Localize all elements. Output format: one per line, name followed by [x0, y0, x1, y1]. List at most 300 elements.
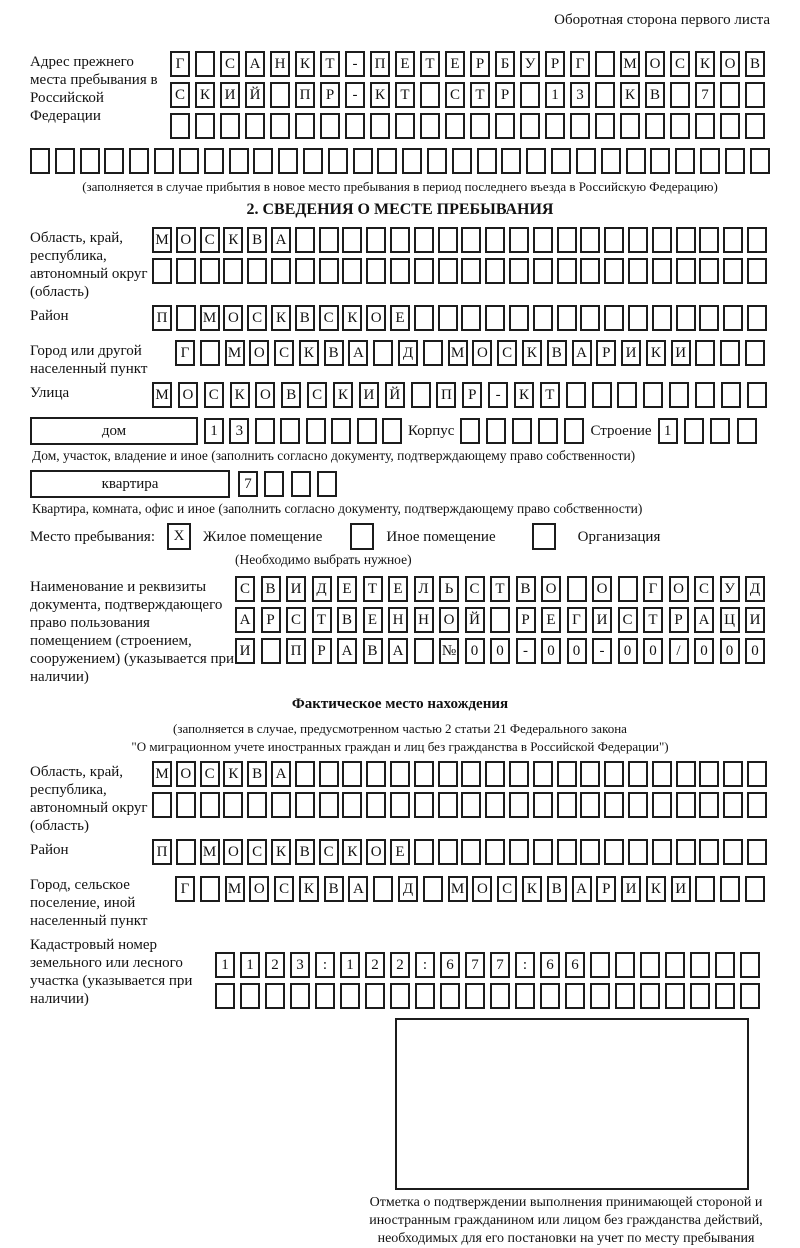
form-cell: К — [333, 382, 353, 408]
form-cell — [740, 983, 760, 1009]
form-cell: О — [669, 576, 689, 602]
form-cell: П — [286, 638, 306, 664]
stroenie-label: Строение — [590, 422, 652, 439]
form-cell — [652, 258, 672, 284]
form-cell: Т — [363, 576, 383, 602]
form-cell: В — [337, 607, 357, 633]
form-cell — [604, 305, 624, 331]
form-cell: К — [271, 305, 291, 331]
form-cell: С — [247, 305, 267, 331]
form-cell — [320, 113, 340, 139]
form-cell — [617, 382, 637, 408]
house-row — [30, 417, 770, 445]
actual-location-caption-2: "О миграционном учете иностранных граждан и лиц без гражданства в Российской Федерации") — [131, 739, 669, 754]
form-cell — [557, 839, 577, 865]
form-cell: С — [497, 876, 517, 902]
prev-address-grid — [170, 51, 765, 144]
form-cell: К — [342, 305, 362, 331]
form-cell: В — [363, 638, 383, 664]
form-cell — [342, 227, 362, 253]
form-cell — [303, 148, 323, 174]
form-cell: О — [720, 51, 740, 77]
form-cell — [676, 792, 696, 818]
form-cell: С — [200, 227, 220, 253]
form-cell — [699, 839, 719, 865]
form-cell — [745, 82, 765, 108]
form-cell: К — [514, 382, 534, 408]
form-cell: / — [669, 638, 689, 664]
grid-row — [215, 983, 760, 1009]
form-cell — [509, 792, 529, 818]
form-cell — [366, 227, 386, 253]
form-cell — [366, 792, 386, 818]
form-cell — [195, 113, 215, 139]
form-cell — [580, 258, 600, 284]
form-cell: А — [245, 51, 265, 77]
form-cell — [557, 258, 577, 284]
form-cell — [176, 839, 196, 865]
form-cell — [461, 227, 481, 253]
form-cell: Б — [495, 51, 515, 77]
form-cell — [129, 148, 149, 174]
grid-row — [152, 839, 767, 865]
form-cell — [643, 382, 663, 408]
form-cell — [557, 761, 577, 787]
form-cell: В — [261, 576, 281, 602]
form-cell — [486, 418, 506, 444]
form-cell: Т — [320, 51, 340, 77]
form-cell: О — [472, 876, 492, 902]
form-cell — [176, 258, 196, 284]
form-cell: С — [200, 761, 220, 787]
form-cell — [684, 418, 704, 444]
form-cell: С — [445, 82, 465, 108]
form-cell — [700, 148, 720, 174]
cadastral-block — [30, 934, 770, 1014]
actual-location-title: Фактическое место нахождения — [291, 696, 509, 712]
form-cell — [695, 876, 715, 902]
form-cell — [618, 576, 638, 602]
form-cell — [576, 148, 596, 174]
form-cell: Е — [337, 576, 357, 602]
form-cell — [427, 148, 447, 174]
form-cell: С — [307, 382, 327, 408]
form-cell: К — [223, 227, 243, 253]
form-cell — [670, 113, 690, 139]
form-cell: : — [415, 952, 435, 978]
actual-rayon-block — [30, 839, 770, 870]
form-cell: Е — [363, 607, 383, 633]
form-cell: Г — [567, 607, 587, 633]
organization-label: Организация — [577, 528, 661, 545]
form-cell: - — [345, 51, 365, 77]
form-cell — [319, 792, 339, 818]
form-cell — [723, 227, 743, 253]
form-cell: Н — [270, 51, 290, 77]
form-cell — [652, 305, 672, 331]
form-cell: Т — [643, 607, 663, 633]
form-cell — [652, 839, 672, 865]
organization-checkbox — [532, 523, 556, 550]
form-cell — [509, 761, 529, 787]
house-caption: Дом, участок, владение и иное (заполнить согласно документу, подтверждающему право собственности) — [32, 448, 636, 463]
form-cell — [271, 258, 291, 284]
form-cell: Ь — [439, 576, 459, 602]
form-cell — [247, 258, 267, 284]
form-cell — [628, 258, 648, 284]
grid-row — [152, 792, 767, 818]
rayon-block — [30, 305, 770, 336]
form-cell: К — [646, 876, 666, 902]
form-cell — [414, 305, 434, 331]
form-cell — [590, 983, 610, 1009]
form-cell: С — [286, 607, 306, 633]
form-cell — [104, 148, 124, 174]
form-cell: 2 — [265, 952, 285, 978]
form-cell — [580, 839, 600, 865]
form-cell — [461, 305, 481, 331]
form-cell — [526, 148, 546, 174]
form-cell: Г — [570, 51, 590, 77]
form-cell — [366, 761, 386, 787]
form-cell — [319, 258, 339, 284]
form-cell — [215, 983, 235, 1009]
form-cell — [669, 382, 689, 408]
grid-row — [235, 638, 765, 664]
form-cell — [485, 792, 505, 818]
form-cell: Р — [596, 876, 616, 902]
form-cell: С — [247, 839, 267, 865]
grid-row — [175, 340, 765, 366]
form-cell — [438, 839, 458, 865]
form-cell — [545, 113, 565, 139]
form-cell: : — [315, 952, 335, 978]
form-cell — [690, 952, 710, 978]
rayon-label: Район — [30, 308, 69, 324]
form-cell: 2 — [365, 952, 385, 978]
form-cell — [438, 227, 458, 253]
form-cell — [615, 952, 635, 978]
form-cell — [592, 382, 612, 408]
form-cell: Р — [596, 340, 616, 366]
form-cell — [509, 305, 529, 331]
form-cell: А — [348, 340, 368, 366]
form-cell: Д — [745, 576, 765, 602]
form-cell — [533, 839, 553, 865]
form-cell: К — [271, 839, 291, 865]
form-cell — [620, 113, 640, 139]
form-cell: М — [152, 227, 172, 253]
form-cell — [557, 792, 577, 818]
form-cell — [520, 82, 540, 108]
form-cell: 2 — [390, 952, 410, 978]
stay-type-hint: (Необходимо выбрать нужное) — [235, 552, 412, 567]
form-cell: О — [439, 607, 459, 633]
form-cell — [366, 258, 386, 284]
form-cell: М — [620, 51, 640, 77]
form-cell: - — [592, 638, 612, 664]
form-cell: Т — [395, 82, 415, 108]
form-cell — [747, 792, 767, 818]
form-cell — [628, 792, 648, 818]
form-cell: Р — [312, 638, 332, 664]
form-cell — [328, 148, 348, 174]
form-cell — [420, 82, 440, 108]
form-cell: О — [249, 340, 269, 366]
form-cell: О — [645, 51, 665, 77]
form-cell: 0 — [490, 638, 510, 664]
form-cell — [652, 761, 672, 787]
form-cell: 0 — [465, 638, 485, 664]
form-cell: С — [319, 305, 339, 331]
form-cell — [590, 952, 610, 978]
form-cell: 0 — [567, 638, 587, 664]
form-cell — [595, 82, 615, 108]
form-cell — [538, 418, 558, 444]
form-cell: У — [520, 51, 540, 77]
form-cell — [220, 113, 240, 139]
form-cell — [204, 148, 224, 174]
form-cell: К — [195, 82, 215, 108]
form-cell — [357, 418, 377, 444]
form-cell — [604, 258, 624, 284]
form-cell — [652, 227, 672, 253]
form-cell — [676, 258, 696, 284]
apartment-box: квартира — [30, 470, 230, 498]
form-cell: Т — [312, 607, 332, 633]
form-cell — [512, 418, 532, 444]
grid-row — [152, 305, 767, 331]
form-cell: О — [541, 576, 561, 602]
form-cell: 1 — [240, 952, 260, 978]
form-cell: 3 — [290, 952, 310, 978]
form-cell: 7 — [695, 82, 715, 108]
form-cell — [395, 113, 415, 139]
form-cell — [223, 792, 243, 818]
form-cell: С — [497, 340, 517, 366]
form-cell — [745, 340, 765, 366]
form-cell — [628, 227, 648, 253]
form-cell — [342, 258, 362, 284]
form-cell — [390, 227, 410, 253]
form-cell — [445, 113, 465, 139]
form-cell: Г — [643, 576, 663, 602]
grid-row — [235, 607, 765, 633]
korpus-cells — [460, 418, 584, 444]
form-cell — [80, 148, 100, 174]
form-cell — [152, 792, 172, 818]
city-label: Город или другой населенный пункт — [30, 343, 148, 377]
form-cell — [373, 340, 393, 366]
form-cell: И — [745, 607, 765, 633]
form-cell: И — [592, 607, 612, 633]
form-cell — [200, 792, 220, 818]
form-cell — [295, 258, 315, 284]
form-cell — [295, 113, 315, 139]
form-cell: П — [370, 51, 390, 77]
form-cell: С — [274, 876, 294, 902]
residential-checkbox: X — [167, 523, 191, 550]
form-cell — [509, 227, 529, 253]
form-cell: А — [235, 607, 255, 633]
form-cell — [566, 382, 586, 408]
apartment-caption: Квартира, комната, офис и иное (заполнить согласно документу, подтверждающему право собственности) — [32, 501, 643, 516]
form-cell: У — [720, 576, 740, 602]
form-cell — [306, 418, 326, 444]
form-cell — [200, 876, 220, 902]
form-cell: О — [178, 382, 198, 408]
form-cell — [699, 227, 719, 253]
form-cell — [695, 382, 715, 408]
form-cell — [551, 148, 571, 174]
grid-row — [170, 113, 765, 139]
grid-row — [152, 382, 767, 408]
form-cell — [723, 792, 743, 818]
form-cell: В — [295, 839, 315, 865]
form-cell: К — [295, 51, 315, 77]
grid-row — [152, 258, 767, 284]
form-cell — [628, 839, 648, 865]
form-cell: - — [516, 638, 536, 664]
form-cell: С — [204, 382, 224, 408]
form-cell: Д — [312, 576, 332, 602]
form-cell — [414, 638, 434, 664]
form-cell: А — [388, 638, 408, 664]
grid-row — [235, 576, 765, 602]
form-cell: М — [200, 305, 220, 331]
form-cell — [390, 258, 410, 284]
form-cell: Р — [261, 607, 281, 633]
form-cell — [737, 418, 757, 444]
form-cell — [540, 983, 560, 1009]
document-grid — [235, 576, 765, 669]
form-cell — [253, 148, 273, 174]
form-cell — [377, 148, 397, 174]
form-cell — [676, 305, 696, 331]
form-cell — [477, 148, 497, 174]
form-cell — [676, 761, 696, 787]
form-cell — [465, 983, 485, 1009]
form-cell — [265, 983, 285, 1009]
form-cell — [723, 839, 743, 865]
form-cell — [490, 607, 510, 633]
form-cell — [626, 148, 646, 174]
form-cell: С — [319, 839, 339, 865]
form-cell: А — [271, 227, 291, 253]
form-cell — [580, 227, 600, 253]
form-cell: 1 — [215, 952, 235, 978]
form-cell — [665, 983, 685, 1009]
form-cell: Н — [414, 607, 434, 633]
form-cell: И — [621, 340, 641, 366]
form-cell — [154, 148, 174, 174]
form-cell — [699, 258, 719, 284]
form-cell — [710, 418, 730, 444]
form-cell — [723, 305, 743, 331]
form-cell: И — [220, 82, 240, 108]
house-box: дом — [30, 417, 198, 445]
form-cell — [628, 305, 648, 331]
form-cell — [255, 418, 275, 444]
form-cell: 7 — [465, 952, 485, 978]
form-cell — [676, 227, 696, 253]
oblast-grid — [152, 227, 767, 289]
form-cell — [675, 148, 695, 174]
stamp-caption: Отметка о подтверждении выполнения принимающей стороной и иностранным гражданином или лицом без гражданства действий, необходимых для его постановки на учет по месту пребывания — [369, 1195, 763, 1246]
form-cell — [271, 792, 291, 818]
form-cell: К — [223, 761, 243, 787]
form-cell — [291, 471, 311, 497]
form-cell: - — [345, 82, 365, 108]
form-cell: И — [235, 638, 255, 664]
form-cell: О — [366, 305, 386, 331]
form-cell: Р — [320, 82, 340, 108]
form-cell: В — [295, 305, 315, 331]
form-cell — [567, 576, 587, 602]
form-cell — [509, 258, 529, 284]
section-2-title: 2. СВЕДЕНИЯ О МЕСТЕ ПРЕБЫВАНИЯ — [246, 201, 554, 218]
form-cell — [411, 382, 431, 408]
form-cell — [485, 761, 505, 787]
form-cell: А — [348, 876, 368, 902]
form-cell — [414, 792, 434, 818]
form-cell — [640, 952, 660, 978]
form-cell: И — [671, 876, 691, 902]
apartment-row — [30, 470, 770, 498]
oblast-label: Область, край, республика, автономный округ (область) — [30, 230, 148, 300]
form-cell — [495, 113, 515, 139]
form-cell — [690, 983, 710, 1009]
form-cell — [533, 761, 553, 787]
actual-oblast-grid — [152, 761, 767, 823]
form-cell — [615, 983, 635, 1009]
form-cell — [485, 227, 505, 253]
form-cell — [720, 876, 740, 902]
form-cell — [565, 983, 585, 1009]
form-cell — [652, 792, 672, 818]
form-cell — [176, 305, 196, 331]
form-cell: П — [436, 382, 456, 408]
form-cell — [340, 983, 360, 1009]
form-cell — [370, 113, 390, 139]
form-cell: 3 — [570, 82, 590, 108]
form-cell — [461, 839, 481, 865]
form-cell: С — [670, 51, 690, 77]
form-cell: Ц — [720, 607, 740, 633]
actual-city-label: Город, сельское поселение, иной населенный пункт — [30, 877, 148, 929]
form-cell — [747, 839, 767, 865]
prev-address-block — [30, 51, 770, 144]
form-cell — [720, 113, 740, 139]
house-number-cells — [204, 418, 402, 444]
document-block — [30, 576, 770, 686]
form-cell — [461, 761, 481, 787]
form-cell — [270, 113, 290, 139]
form-cell: В — [324, 876, 344, 902]
form-cell: 1 — [658, 418, 678, 444]
form-cell: О — [176, 761, 196, 787]
form-cell — [485, 258, 505, 284]
form-cell — [390, 983, 410, 1009]
grid-row — [170, 51, 765, 77]
form-cell — [715, 983, 735, 1009]
form-cell — [414, 227, 434, 253]
form-cell: К — [230, 382, 250, 408]
form-cell: Й — [465, 607, 485, 633]
form-cell — [414, 839, 434, 865]
form-cell — [747, 258, 767, 284]
form-cell — [461, 258, 481, 284]
